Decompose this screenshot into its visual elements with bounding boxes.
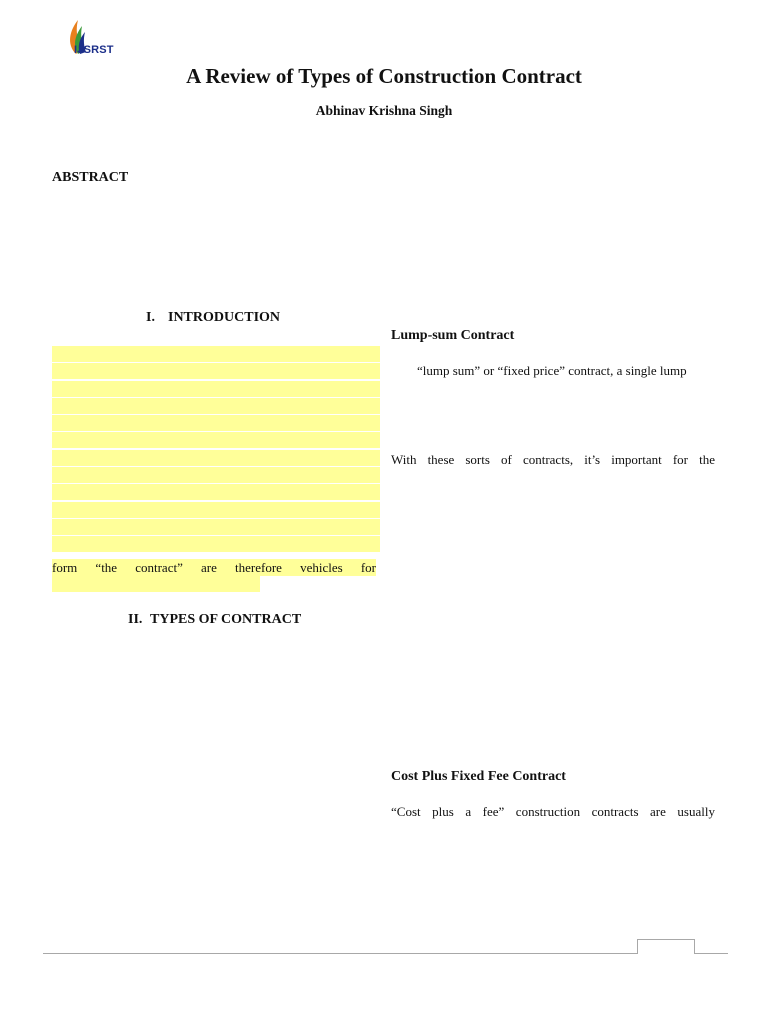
footer-rule bbox=[43, 953, 728, 954]
highlight-line bbox=[52, 432, 380, 448]
highlight-line bbox=[52, 346, 380, 362]
paper-title: A Review of Types of Construction Contract bbox=[186, 64, 582, 88]
highlight-line bbox=[52, 484, 380, 500]
highlight-line bbox=[52, 536, 380, 552]
highlight-line bbox=[52, 502, 380, 518]
lump-sum-line-2: With these sorts of contracts, it’s important for the bbox=[391, 452, 715, 467]
subheading-cost-plus: Cost Plus Fixed Fee Contract bbox=[391, 769, 566, 784]
section-title: INTRODUCTION bbox=[168, 310, 281, 325]
author-name: Abhinav Krishna Singh bbox=[315, 103, 453, 118]
highlight-line bbox=[52, 398, 380, 414]
intro-visible-line: form “the contract” are therefore vehicles for bbox=[52, 560, 376, 575]
highlight-line bbox=[52, 415, 380, 431]
section-title: TYPES OF CONTRACT bbox=[150, 612, 302, 627]
logo-text: IJSRST bbox=[74, 44, 114, 56]
highlight-line bbox=[52, 381, 380, 397]
abstract-heading: ABSTRACT bbox=[52, 170, 129, 185]
page-number-tab bbox=[637, 939, 695, 954]
section-number: I. bbox=[146, 310, 155, 325]
highlight-line bbox=[52, 450, 380, 466]
section-heading-introduction bbox=[146, 310, 280, 326]
highlight-line bbox=[52, 519, 380, 535]
cost-plus-line: “Cost plus a fee” construction contracts are usually bbox=[391, 804, 715, 819]
section-number: II. bbox=[128, 612, 143, 627]
highlight-line-short bbox=[52, 576, 260, 592]
section-heading-types bbox=[128, 612, 301, 628]
lump-sum-line: “lump sum” or “fixed price” contract, a single lump bbox=[417, 363, 687, 378]
subheading-lump-sum: Lump-sum Contract bbox=[391, 328, 515, 343]
highlight-line bbox=[52, 467, 380, 483]
highlight-line bbox=[52, 363, 380, 379]
journal-logo bbox=[62, 16, 118, 62]
highlighted-text-block bbox=[52, 346, 380, 554]
